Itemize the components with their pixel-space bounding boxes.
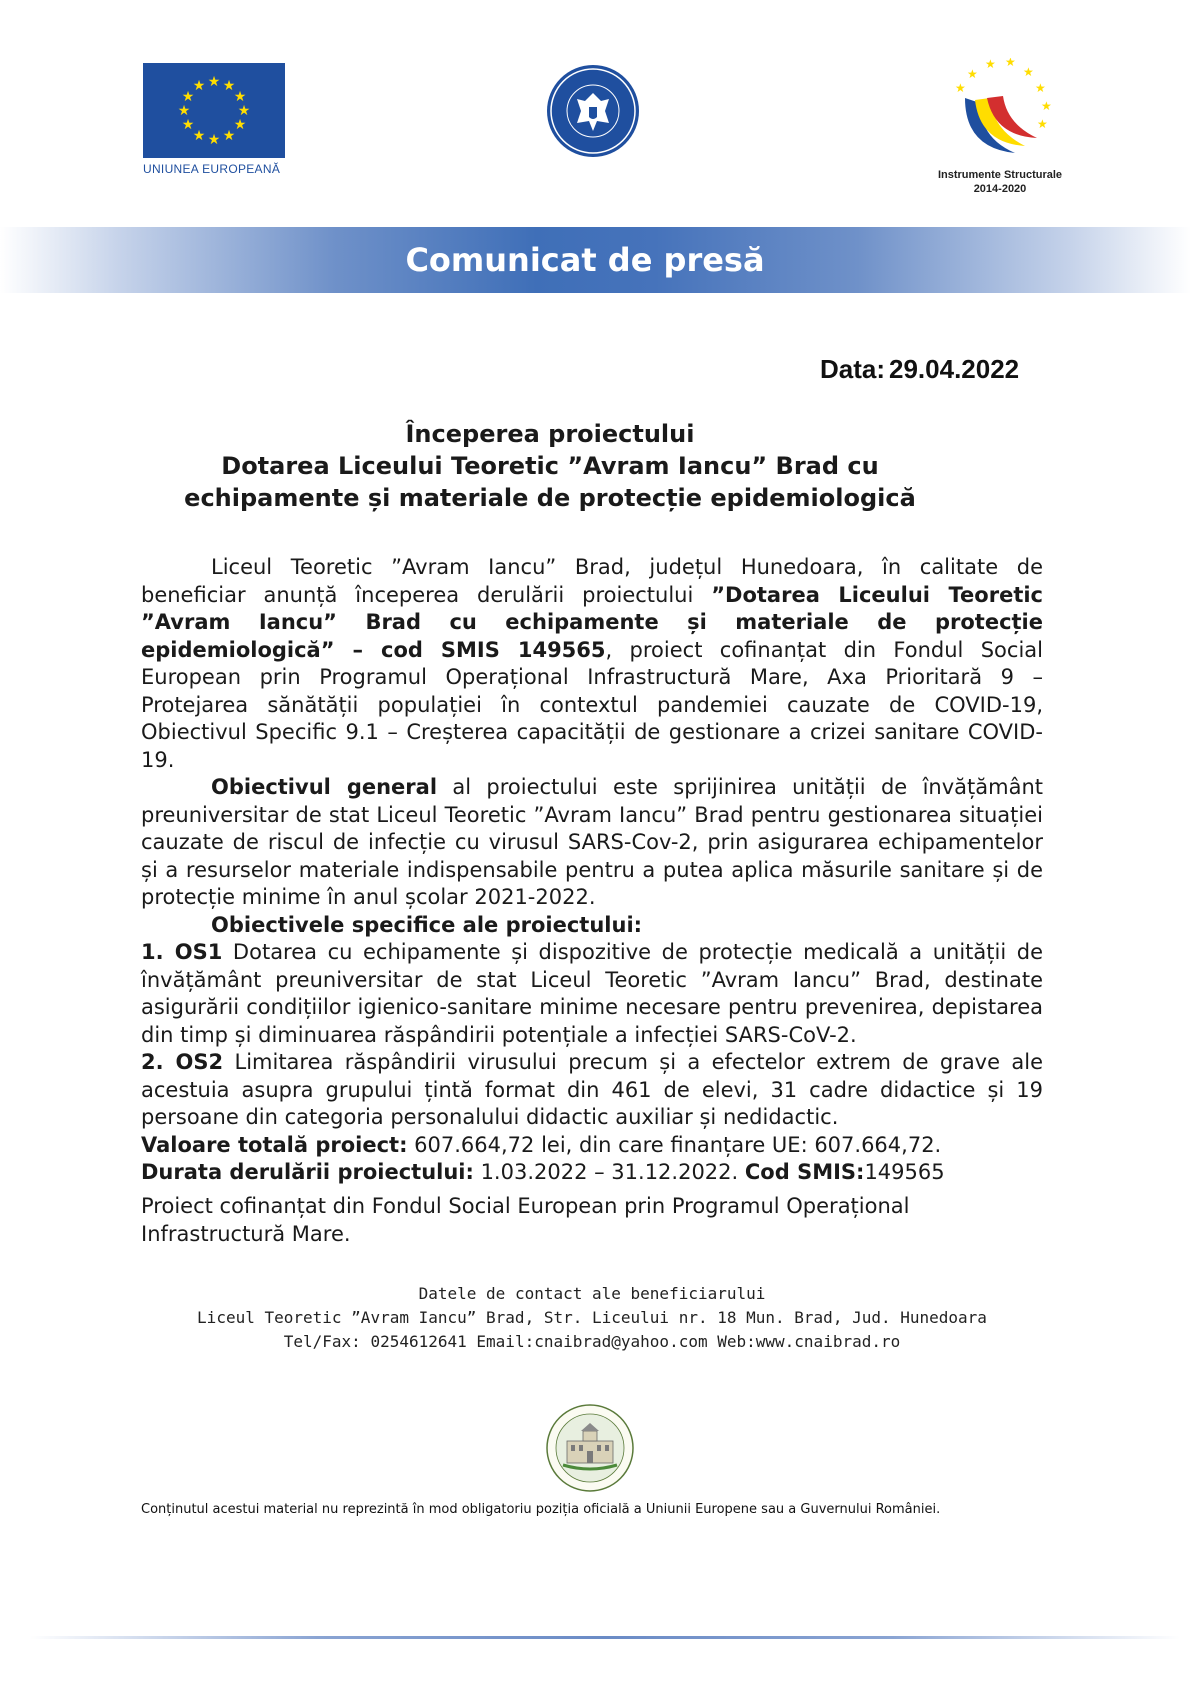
os2-label: 2. OS2 — [141, 1050, 224, 1074]
svg-text:★: ★ — [207, 74, 221, 90]
government-seal-logo — [545, 63, 641, 159]
smis-label: Cod SMIS: — [744, 1160, 865, 1184]
svg-text:★: ★ — [967, 67, 978, 81]
svg-text:★: ★ — [222, 78, 236, 94]
eu-stars-icon — [143, 63, 285, 158]
banner-title: Comunicat de presă — [405, 241, 765, 279]
svg-text:★: ★ — [1005, 58, 1016, 69]
value-text: 607.664,72 lei, din care finanțare UE: 607.664,72. — [407, 1132, 942, 1157]
eu-caption: UNIUNEA EUROPEANĂ — [143, 162, 281, 176]
svg-text:★: ★ — [233, 117, 247, 133]
svg-text:★: ★ — [192, 128, 206, 144]
svg-text:★: ★ — [985, 58, 996, 71]
general-objective-text: al proiectului este sprijinirea unității de învățământ preuniversitar de stat Liceul Teoretic ”Avram Iancu” Brad pentru gestionarea situației cauzate de riscul de infecție cu virusul SARS-Cov-2, prin asigurarea echipamentelor și a resurselor materiale indispensabile pentru a putea aplica măsurile sanitare și de protecție minime în anul școlar 2021-2022. — [141, 775, 1043, 909]
svg-text:★: ★ — [1035, 81, 1046, 95]
title-line2: Dotarea Liceului Teoretic ”Avram Iancu” Brad cu — [221, 452, 879, 480]
project-duration — [141, 1159, 1043, 1187]
paragraph-general-objective — [141, 774, 1043, 912]
press-date — [820, 354, 1019, 385]
svg-text:★: ★ — [207, 132, 221, 148]
svg-text:★: ★ — [222, 128, 236, 144]
svg-text:★: ★ — [192, 78, 206, 94]
smis-value: 149565 — [864, 1160, 945, 1184]
svg-text:★: ★ — [181, 117, 195, 133]
contact-address: Liceul Teoretic ”Avram Iancu” Brad, Str. Liceului nr. 18 Mun. Brad, Jud. Hunedoara — [197, 1308, 987, 1327]
contact-details: Tel/Fax: 0254612641 Email:cnaibrad@yahoo.com Web:www.cnaibrad.ro — [283, 1332, 901, 1351]
contact-block — [141, 1282, 1043, 1354]
instrumente-structurale-logo — [945, 58, 1055, 168]
press-body — [141, 554, 1043, 1187]
is-caption-line1: Instrumente Structurale — [937, 169, 1063, 181]
svg-text:★: ★ — [237, 103, 251, 119]
project-value — [141, 1132, 1043, 1160]
press-title — [140, 418, 960, 514]
duration-label: Durata derulării proiectului: — [141, 1160, 474, 1184]
svg-text:★: ★ — [955, 81, 966, 95]
os1-text: Dotarea cu echipamente și dispozitive de protecție medicală a unității de învățământ preuniversitar de stat Liceul Teoretic ”Avram Iancu” Brad, destinate asigurării condițiilor igienico-sanitare minime necesare pentru prevenirea, depistarea din timp și diminuarea răspândirii potențiale a infecției SARS-CoV-2. — [141, 940, 1043, 1047]
svg-text:★: ★ — [177, 103, 191, 119]
title-line1: Începerea proiectului — [405, 420, 695, 448]
contact-heading: Datele de contact ale beneficiarului — [418, 1284, 766, 1303]
school-logo — [545, 1403, 635, 1493]
svg-text:★: ★ — [1037, 117, 1048, 131]
duration-text: 1.03.2022 – 31.12.2022. — [473, 1160, 745, 1184]
general-objective-label: Obiectivul general — [211, 775, 438, 799]
intro-text-cont: , proiect cofinanțat din Fondul Social European prin Programul Operațional Infrastructură Mare, Axa Prioritară 9 – Protejarea sănătății populației în contextul pandemiei cauzate de COVID-19, Obiectivul Specific 9.1 – Creșterea capacității de gestionare a crizei sanitare COVID-19. — [141, 637, 1043, 772]
eu-flag-logo — [143, 63, 285, 158]
intro-text: Liceul Teoretic ”Avram Iancu” Brad, județul Hunedoara, în calitate de beneficiar anunță începerea derulării proiectului — [141, 555, 1043, 607]
instrumente-structurale-caption — [925, 168, 1075, 196]
is-caption-line2: 2014-2020 — [973, 183, 1027, 195]
svg-text:★: ★ — [1023, 65, 1034, 79]
svg-text:★: ★ — [1041, 99, 1052, 113]
svg-text:★: ★ — [181, 89, 195, 105]
title-line3: echipamente și materiale de protecție epidemiologică — [184, 484, 916, 512]
date-value: 29.04.2022 — [889, 354, 1020, 384]
paragraph-intro — [141, 554, 1043, 774]
project-name-bold: ”Dotarea Liceului Teoretic ”Avram Iancu” Brad cu echipamente și materiale de protecție epidemiologică” – cod SMIS 149565 — [141, 582, 1043, 662]
objective-os1 — [141, 939, 1043, 1049]
objective-os2 — [141, 1049, 1043, 1132]
cofinantare-note: Proiect cofinanțat din Fondul Social European prin Programul Operațional Infrastructură Mare. — [141, 1194, 910, 1246]
disclaimer: Conținutul acestui material nu reprezintă în mod obligatoriu poziția oficială a Uniunii Europene sau a Guvernului României. — [141, 1502, 941, 1517]
os1-label: 1. OS1 — [141, 940, 223, 964]
os2-text: Limitarea răspândirii virusului precum și a efectelor extrem de grave ale acestuia asupra grupului țintă format din 461 de elevi, 31 cadre didactice și 19 persoane din categoria personalului didactic auxiliar și nedidactic. — [141, 1050, 1043, 1129]
value-label: Valoare totală proiect: — [141, 1132, 408, 1157]
footer-divider — [30, 1636, 1180, 1639]
svg-text:★: ★ — [233, 89, 247, 105]
date-label: Data: — [820, 354, 886, 384]
specific-objectives-heading: Obiectivele specifice ale proiectului: — [211, 912, 643, 937]
